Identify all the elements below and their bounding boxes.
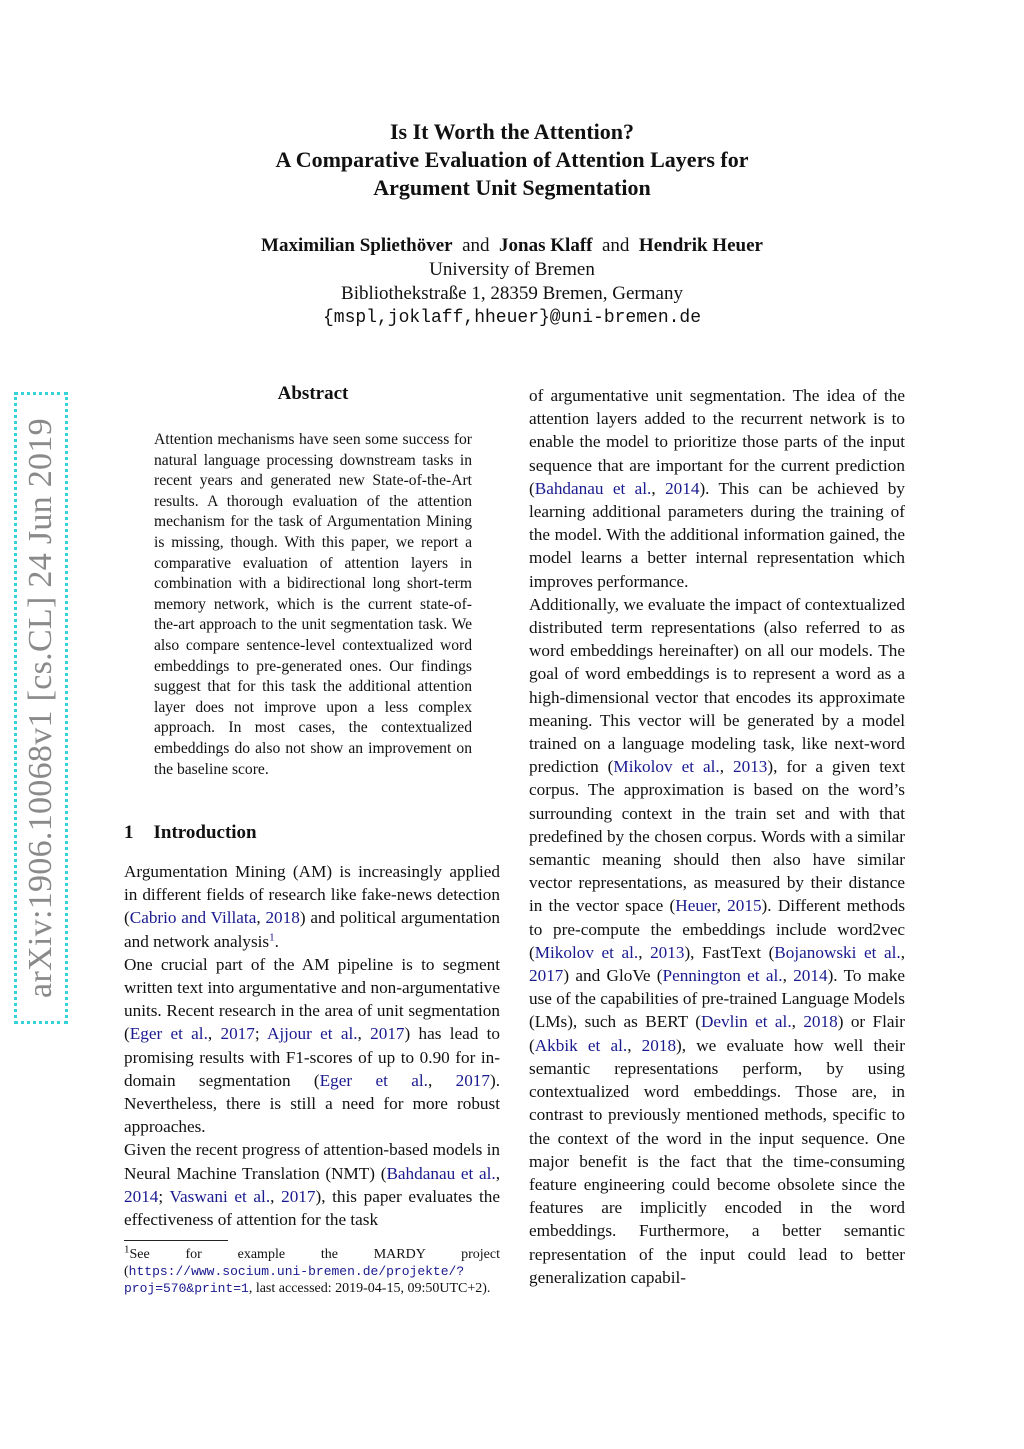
section-heading-introduction xyxy=(124,822,257,844)
footnote-url-link[interactable]: https://www.socium.uni-bremen.de/projekte/?proj=570&print=1 xyxy=(124,1264,465,1296)
citation-link[interactable]: 2017 xyxy=(220,1024,255,1044)
section-title: Introduction xyxy=(153,822,257,843)
citation-link[interactable]: Akbik et al. xyxy=(534,1035,628,1055)
citation-link[interactable]: Cabrio and Villata xyxy=(129,908,257,928)
section-number: 1 xyxy=(124,822,134,843)
title-line-3: Argument Unit Segmentation xyxy=(373,175,651,200)
citation-link[interactable]: 2017 xyxy=(529,966,564,986)
author-name: Maximilian Spliethöver xyxy=(261,235,453,256)
arxiv-stamp xyxy=(14,392,68,1024)
citation-link[interactable]: Heuer xyxy=(675,896,717,916)
citation-link[interactable]: Vaswani et al. xyxy=(169,1186,271,1206)
author-name: Hendrik Heuer xyxy=(638,235,763,256)
citation-link[interactable]: Mikolov et al. xyxy=(534,942,639,962)
title-line-1: Is It Worth the Attention? xyxy=(389,119,635,144)
citation-link[interactable]: Bahdanau et al. xyxy=(386,1163,496,1183)
arxiv-stamp-text: arXiv:1906.10068v1 [cs.CL] 24 Jun 2019 xyxy=(22,418,59,998)
citation-link[interactable]: 2018 xyxy=(803,1012,838,1032)
citation-link[interactable]: 2013 xyxy=(650,942,685,962)
abstract-text: Attention mechanisms have seen some success for natural language processing downstream tasks in recent years and generated new State-of-the-Art results. A thorough evaluation of the attention mechanism for the task of Argumentation Mining is missing, though. With this paper, we report a comparative evaluation of attention layers in combination with a bidirectional long short-term memory network, which is the current state-of-the-art approach to the unit segmentation task. We also compare sentence-level contextualized word embeddings to pre-generated ones. Our findings suggest that for this task the additional attention layer does not improve upon a less complex approach. In most cases, the contextualized embeddings do also not show an improvement on the baseline score. xyxy=(154,431,472,778)
citation-link[interactable]: Mikolov et al. xyxy=(613,757,720,777)
right-paragraph-1: of argumentative unit segmentation. The idea of the attention layers added to the recurrent network is to enable the model to prioritize those parts of the input sequence that are important for the current prediction (Bahdanau et al., 2014). This can be achieved by learning additional parameters during the training of the model. With the additional information gained, the model learns a better internal representation which improves performance. xyxy=(529,386,905,591)
intro-paragraph-3: Given the recent progress of attention-based models in Neural Machine Translation (NMT) (Bahdanau et al., 2014; Vaswani et al., 2017), this paper evaluates the effectiveness of attention for the task xyxy=(124,1140,501,1230)
citation-link[interactable]: 2017 xyxy=(281,1186,316,1206)
citation-link[interactable]: 2018 xyxy=(265,908,300,928)
citation-link[interactable]: Devlin et al. xyxy=(700,1012,792,1032)
intro-paragraph-1: Argumentation Mining (AM) is increasingly applied in different fields of research like fake-news detection (Cabrio and Villata, 2018) and political argumentation and network analysis$^1$. xyxy=(124,862,501,951)
citation-link[interactable]: 2014 xyxy=(124,1186,159,1206)
citation-link[interactable]: Bojanowski et al. xyxy=(774,942,901,962)
title-line-2: A Comparative Evaluation of Attention Layers for xyxy=(275,147,749,172)
citation-link[interactable]: 2015 xyxy=(727,896,762,916)
citation-link[interactable]: Ajjour et al. xyxy=(266,1024,358,1044)
footnote-marker[interactable]: 1 xyxy=(269,930,275,943)
citation-link[interactable]: Bahdanau et al. xyxy=(534,478,652,498)
citation-link[interactable]: 2017 xyxy=(370,1024,405,1044)
footnote-rule xyxy=(124,1240,228,1241)
email: {mspl,joklaff,hheuer}@uni-bremen.de xyxy=(322,308,702,328)
address: Bibliothekstraße 1, 28359 Bremen, Germany xyxy=(341,283,683,304)
author-separator: and xyxy=(462,235,490,256)
citation-link[interactable]: 2014 xyxy=(665,478,700,498)
author-block xyxy=(0,234,1024,330)
abstract-heading: Abstract xyxy=(277,383,349,404)
citation-link[interactable]: 2013 xyxy=(733,757,768,777)
author-name: Jonas Klaff xyxy=(499,235,593,256)
intro-paragraph-2: One crucial part of the AM pipeline is to segment written text into argumentative and non-argumentative units. Recent research in the area of unit segmentation (Eger et al., 2017; Ajjour et al., 2017) has lead to promising results with F1-scores of up to 0.90 for in-domain segmentation (Eger et al., 2017). Nevertheless, there is still a need for more robust approaches. xyxy=(124,954,501,1137)
author-list xyxy=(0,234,1024,258)
citation-link[interactable]: 2014 xyxy=(793,966,828,986)
left-column xyxy=(124,860,500,1231)
right-column xyxy=(529,384,905,1289)
footnote-number: 1 xyxy=(124,1243,130,1256)
affiliation: University of Bremen xyxy=(429,259,595,280)
citation-link[interactable]: Eger et al. xyxy=(129,1024,208,1044)
citation-link[interactable]: Pennington et al. xyxy=(662,966,783,986)
footnote: $^1$See for example the MARDY project (https://www.socium.uni-bremen.de/projekte/?proj=570&print=1, last accessed: 2019-04-15, 09:50UTC+2). xyxy=(124,1243,500,1296)
citation-link[interactable]: 2018 xyxy=(641,1035,677,1055)
author-separator: and xyxy=(601,235,630,256)
citation-link[interactable]: 2017 xyxy=(455,1070,490,1090)
right-paragraph-2: Additionally, we evaluate the impact of contextualized distributed term representations (also referred to as word embeddings hereinafter) on all our models. The goal of word embeddings is to represent a word as a high-dimensional vector that encodes its approximate meaning. This vector will be generated by a model trained on a language modeling task, like next-word prediction (Mikolov et al., 2013), for a given text corpus. The approximation is based on the word’s surrounding context in the train set and with that predefined by the chosen corpus. Words with a similar semantic meaning should then also have similar vector representations, as measured by their distance in the vector space (Heuer, 2015). Different methods to pre-compute the embeddings include word2vec (Mikolov et al., 2013), FastText (Bojanowski et al., 2017) and GloVe (Pennington et al., 2014). To make use of the capabilities of pre-trained Language Models (LMs), such as BERT (Devlin et al., 2018) or Flair (Akbik et al., 2018), we evaluate how well their semantic representations perform, by using contextualized word embeddings. Those are, in contrast to previously mentioned methods, specific to the context of the word in the input sequence. One major benefit is the fact that the time-consuming feature engineering could become obsolete since the features are implicitly encoded in the word embeddings. Furthermore, a better semantic representation of the input could lead to better generalization capabil- xyxy=(529,594,906,1287)
paper-title xyxy=(0,118,1024,202)
citation-link[interactable]: Eger et al. xyxy=(319,1070,428,1090)
